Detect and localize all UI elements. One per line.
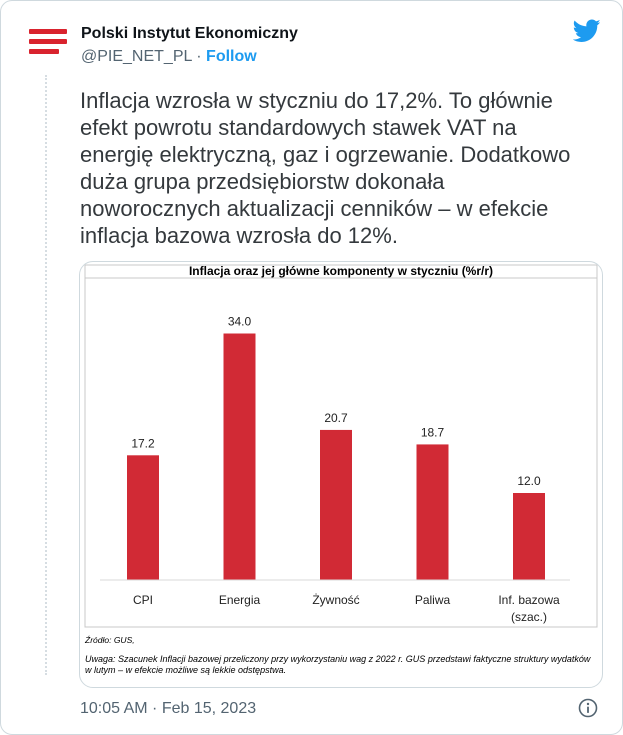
chart-title: Inflacja oraz jej główne komponenty w styczniu (%r/r) bbox=[188, 264, 494, 278]
category-label-energia: Energia bbox=[218, 593, 261, 607]
value-label-z-ywnos-c: 20.7 bbox=[324, 410, 348, 425]
thread-line bbox=[45, 75, 47, 675]
value-label-energia: 34.0 bbox=[227, 314, 252, 329]
follow-button[interactable]: Follow bbox=[206, 48, 257, 65]
bar-energia bbox=[224, 334, 256, 581]
value-label-cpi: 17.2 bbox=[131, 436, 155, 451]
chart-note: Uwaga: Szacunek Inflacji bazowej przeliczony przy wykorzystaniu wag z 2022 r. GUS przedstawi faktyczne struktury wydatków w lutym – w efekcie możliwe są lekkie odstępstwa. bbox=[85, 654, 591, 675]
category-label-cpi: CPI bbox=[132, 593, 154, 607]
bar-chart bbox=[80, 262, 602, 687]
handle-row bbox=[81, 48, 257, 66]
value-label-paliwa: 18.7 bbox=[420, 425, 445, 440]
tweet-text: Inflacja wzrosła w styczniu do 17,2%. To głównie efekt powrotu standardowych stawek VAT na energię elektryczną, gaz i ogrzewanie. Dodatkowo duża grupa przedsiębiorstw dokonała noworocznych aktualizacji cenników – w efekcie inflacja bazowa wzrosła do 12%. bbox=[80, 88, 571, 248]
author-name[interactable]: Polski Instytut Ekonomiczny bbox=[81, 25, 298, 42]
category-label-inf-bazowa-szac-2: (szac.) bbox=[511, 610, 547, 624]
category-label-z-ywnos-c: Żywność bbox=[312, 593, 360, 607]
bar-z-ywnos-c bbox=[320, 430, 352, 580]
pie-logo-icon[interactable] bbox=[29, 29, 67, 59]
category-label-inf-bazowa-szac-1: Inf. bazowa bbox=[498, 593, 560, 607]
info-icon[interactable] bbox=[578, 698, 598, 718]
bar-paliwa bbox=[417, 444, 449, 580]
bars-group bbox=[127, 315, 560, 625]
bar-cpi bbox=[127, 455, 159, 580]
bar-inf-bazowa-szac bbox=[513, 493, 545, 580]
chart-image[interactable] bbox=[79, 261, 603, 688]
separator-dot: · bbox=[196, 48, 202, 65]
value-label-inf-bazowa-szac: 12.0 bbox=[517, 474, 541, 488]
author-handle[interactable]: @PIE_NET_PL bbox=[81, 48, 192, 65]
chart-source: Źródło: GUS, bbox=[85, 635, 135, 645]
twitter-bird-icon[interactable] bbox=[573, 19, 601, 43]
category-label-paliwa: Paliwa bbox=[414, 593, 451, 607]
tweet-timestamp[interactable]: 10:05 AM · Feb 15, 2023 bbox=[80, 700, 257, 717]
